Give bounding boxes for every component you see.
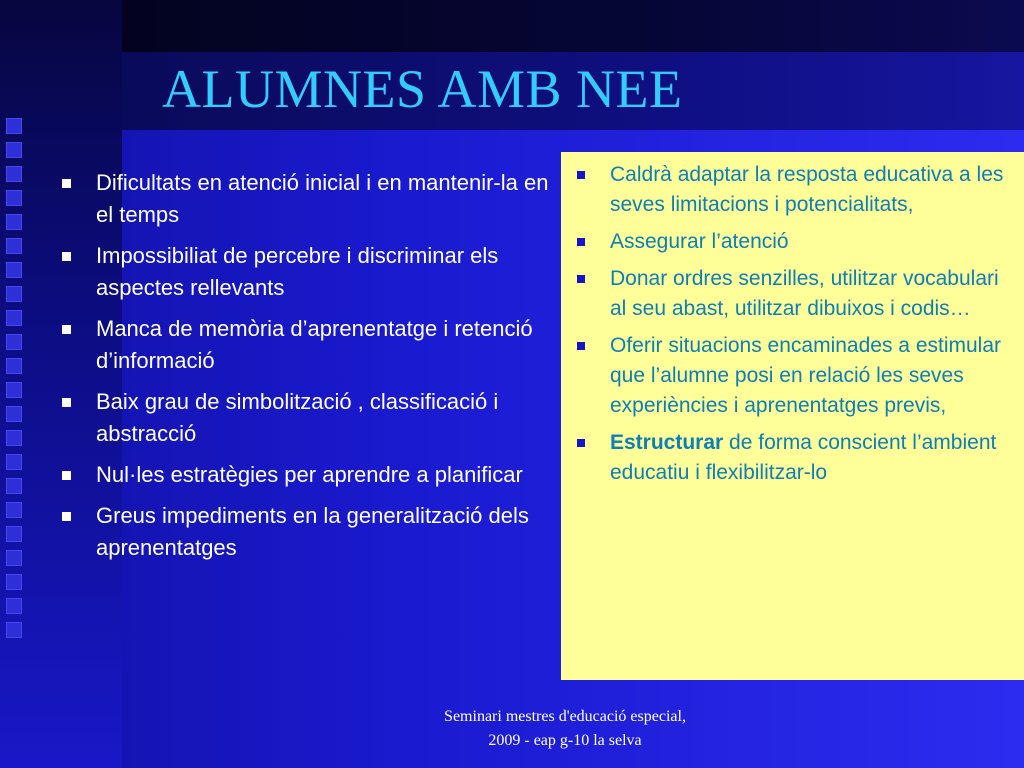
list-item — [575, 428, 1019, 488]
square-bullet-icon — [577, 342, 585, 350]
left-bullet-list — [62, 167, 552, 573]
list-item-text: de forma conscient l’ambient educatiu i flexibilitzar-lo — [610, 431, 997, 484]
list-item-text: Dificultats en atenció inicial i en mantenir-la en el temps — [96, 170, 549, 227]
footer-line-2: 2009 - eap g-10 la selva — [488, 732, 642, 749]
list-item — [62, 386, 552, 450]
list-item — [62, 167, 552, 231]
list-item-text: Donar ordres senzilles, utilitzar vocabulari al seu abast, utilitzar dibuixos i codis… — [610, 267, 999, 320]
list-item-text: Baix grau de simbolització , classificació i abstracció — [96, 389, 499, 446]
square-bullet-icon — [62, 512, 71, 521]
list-item-text: Assegurar l’atenció — [610, 230, 789, 253]
list-item-text: Impossibiliat de percebre i discriminar els aspectes rellevants — [96, 243, 499, 300]
square-bullet-icon — [62, 252, 71, 261]
square-bullet-icon — [577, 275, 585, 283]
list-item-text: Nul·les estratègies per aprendre a planificar — [96, 462, 523, 487]
square-bullet-icon — [577, 238, 585, 246]
list-item — [575, 264, 1019, 324]
list-item — [62, 500, 552, 564]
list-item — [62, 459, 552, 491]
list-item-text: Greus impediments en la generalització dels aprenentatges — [96, 503, 529, 560]
slide-title: ALUMNES AMB NEE — [162, 59, 683, 119]
square-bullet-icon — [62, 325, 71, 334]
square-bullet-icon — [62, 471, 71, 480]
list-item-text: Manca de memòria d’aprenentatge i retenció d’informació — [96, 316, 533, 373]
footer-line-1: Seminari mestres d'educació especial, — [444, 708, 686, 725]
list-item-text: Caldrà adaptar la resposta educativa a les seves limitacions i potencialitats, — [610, 163, 1004, 216]
top-decorative-band — [122, 0, 1024, 52]
square-bullet-icon — [577, 439, 585, 447]
square-bullet-icon — [62, 398, 71, 407]
square-bullet-icon — [577, 171, 585, 179]
list-item — [575, 227, 1019, 257]
list-item-text: Oferir situacions encaminades a estimular que l’alumne posi en relació les seves experiències i aprenentatges previs, — [610, 334, 1002, 417]
list-item — [575, 331, 1019, 421]
list-item — [62, 313, 552, 377]
square-bullet-icon — [62, 179, 71, 188]
list-item — [575, 160, 1019, 220]
slide-footer — [395, 705, 735, 753]
list-item-strong: Estructurar — [610, 431, 724, 454]
right-bullet-list — [575, 160, 1019, 495]
list-item — [62, 240, 552, 304]
